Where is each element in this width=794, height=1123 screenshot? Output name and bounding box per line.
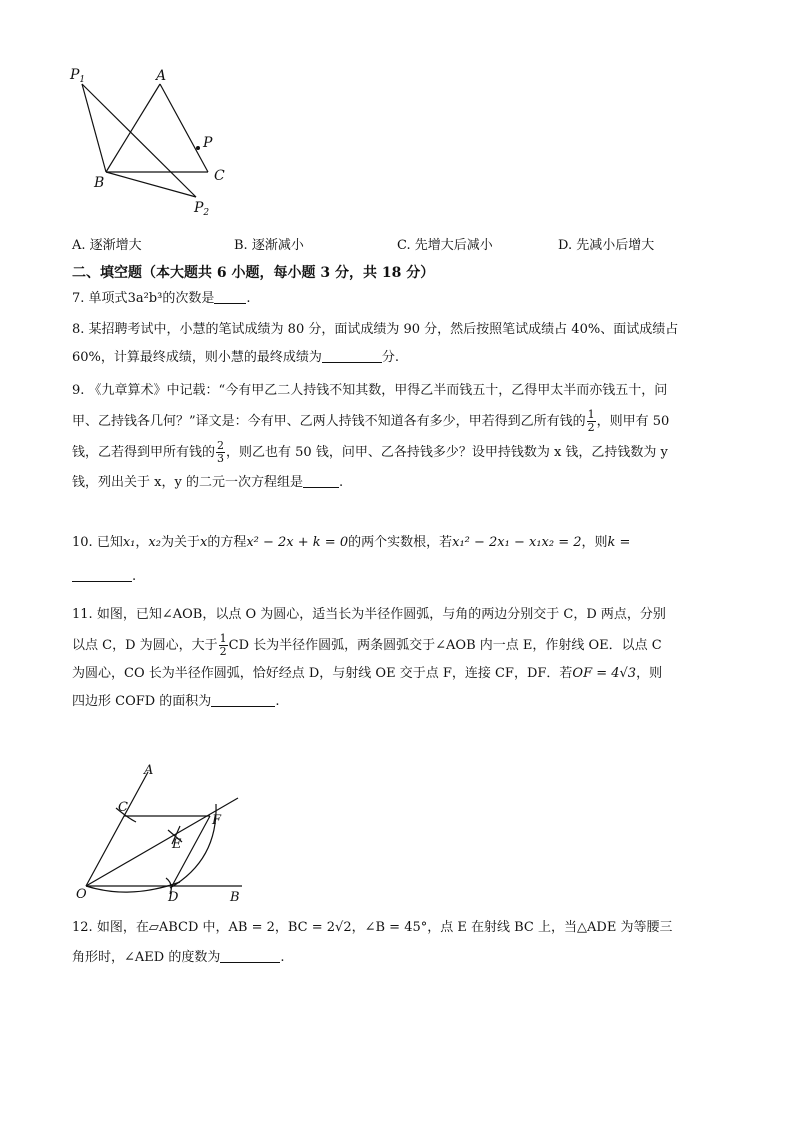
label-a2: A xyxy=(144,763,154,778)
segment-a-c xyxy=(160,84,208,172)
fraction-one-half-cd: $\frac{1}{2}$ xyxy=(219,632,227,658)
label-c: C xyxy=(214,168,225,184)
label-p: P xyxy=(203,135,213,151)
section-title: 二、填空题（本大题共 6 小题，每小题 3 分，共 18 分） xyxy=(72,265,435,281)
option-b[interactable]: B. 逐渐减小 xyxy=(234,238,304,253)
label-o: O xyxy=(76,887,87,902)
question-11: 11. 如图，已知∠AOB，以点 O 为圆心，适当长为半径作圆弧，与角的两边分别交于 C，D 两点，分别 以点 C，D 为圆心，大于 $\frac{1}{2}$ CD 长为半径作圆弧，两条圆弧交于∠AOB 内一点 E，作射线 OE．以点 C 为圆心，CO 长为半径作圆弧，恰好经点 D，与射线 OE 交于点 F，连接 CF，DF．若OF = 4√3，则 四边形 COFD 的面积为 . xyxy=(72,607,666,709)
answer-blank-8[interactable] xyxy=(322,348,382,363)
question-7: 7. 单项式3a²b³的次数是 . xyxy=(72,291,251,306)
label-p1: $P_1$ xyxy=(70,67,86,85)
answer-blank-9[interactable] xyxy=(303,473,339,488)
label-e: E xyxy=(172,837,182,852)
answer-blank-11[interactable] xyxy=(211,692,275,707)
label-f: F xyxy=(212,813,222,828)
arc-o-cd xyxy=(86,882,180,892)
question-9: 9. 《九章算术》中记载：“今有甲乙二人持钱不知其数，甲得乙半而钱五十，乙得甲太半而亦钱五十，问 甲、乙持钱各几何？”译文是：今有甲、乙两人持钱不知道各有多少，甲若得到乙所有钱的 $\frac{1}{2}$ ，则甲有 50 钱，乙若得到甲所有钱的 $\frac{2}{3}$ ，则乙也有 50 钱，问甲、乙各持钱多少？设甲持钱数为 x 钱，乙持钱数为 y 钱，列出关于 x，y 的二元一次方程组是 . xyxy=(72,383,670,490)
figure-triangle-p xyxy=(66,62,236,222)
fraction-one-half: $\frac{1}{2}$ xyxy=(587,408,595,434)
segment-b-p2 xyxy=(106,172,196,197)
option-d[interactable]: D. 先减小后增大 xyxy=(558,238,655,253)
option-c[interactable]: C. 先增大后减小 xyxy=(397,238,493,253)
label-p2: $P_2$ xyxy=(194,200,210,218)
label-c2: C xyxy=(118,800,128,815)
segment-a-b xyxy=(106,84,160,172)
answer-blank-12[interactable] xyxy=(220,948,280,963)
figure-angle-construction xyxy=(70,760,250,905)
answer-blank-10[interactable] xyxy=(72,567,132,582)
option-a[interactable]: A. 逐渐增大 xyxy=(72,238,142,253)
label-b2: B xyxy=(230,890,240,905)
label-b: B xyxy=(94,175,105,191)
ray-oa xyxy=(86,772,148,886)
question-10: 10. 已知x₁，x₂为关于x的方程x² − 2x + k = 0的两个实数根，若x₁² − 2x₁ − x₁x₂ = 2，则k = . xyxy=(72,535,631,584)
question-8: 8. 某招聘考试中，小慧的笔试成绩为 80 分，面试成绩为 90 分，然后按照笔试成绩占 40%、面试成绩占 60%，计算最终成绩，则小慧的最终成绩为 分. xyxy=(72,322,679,365)
label-d: D xyxy=(168,890,179,905)
question-12: 12. 如图，在▱ABCD 中，AB = 2，BC = 2√2，∠B = 45°，点 E 在射线 BC 上，当△ADE 为等腰三 角形时，∠AED 的度数为 . xyxy=(72,920,673,965)
fraction-two-thirds: $\frac{2}{3}$ xyxy=(217,439,225,465)
label-a: A xyxy=(156,68,167,84)
answer-blank-7[interactable] xyxy=(214,289,246,304)
ray-oe xyxy=(86,798,238,886)
point-p xyxy=(196,146,200,150)
segment-p1-b xyxy=(82,84,106,172)
